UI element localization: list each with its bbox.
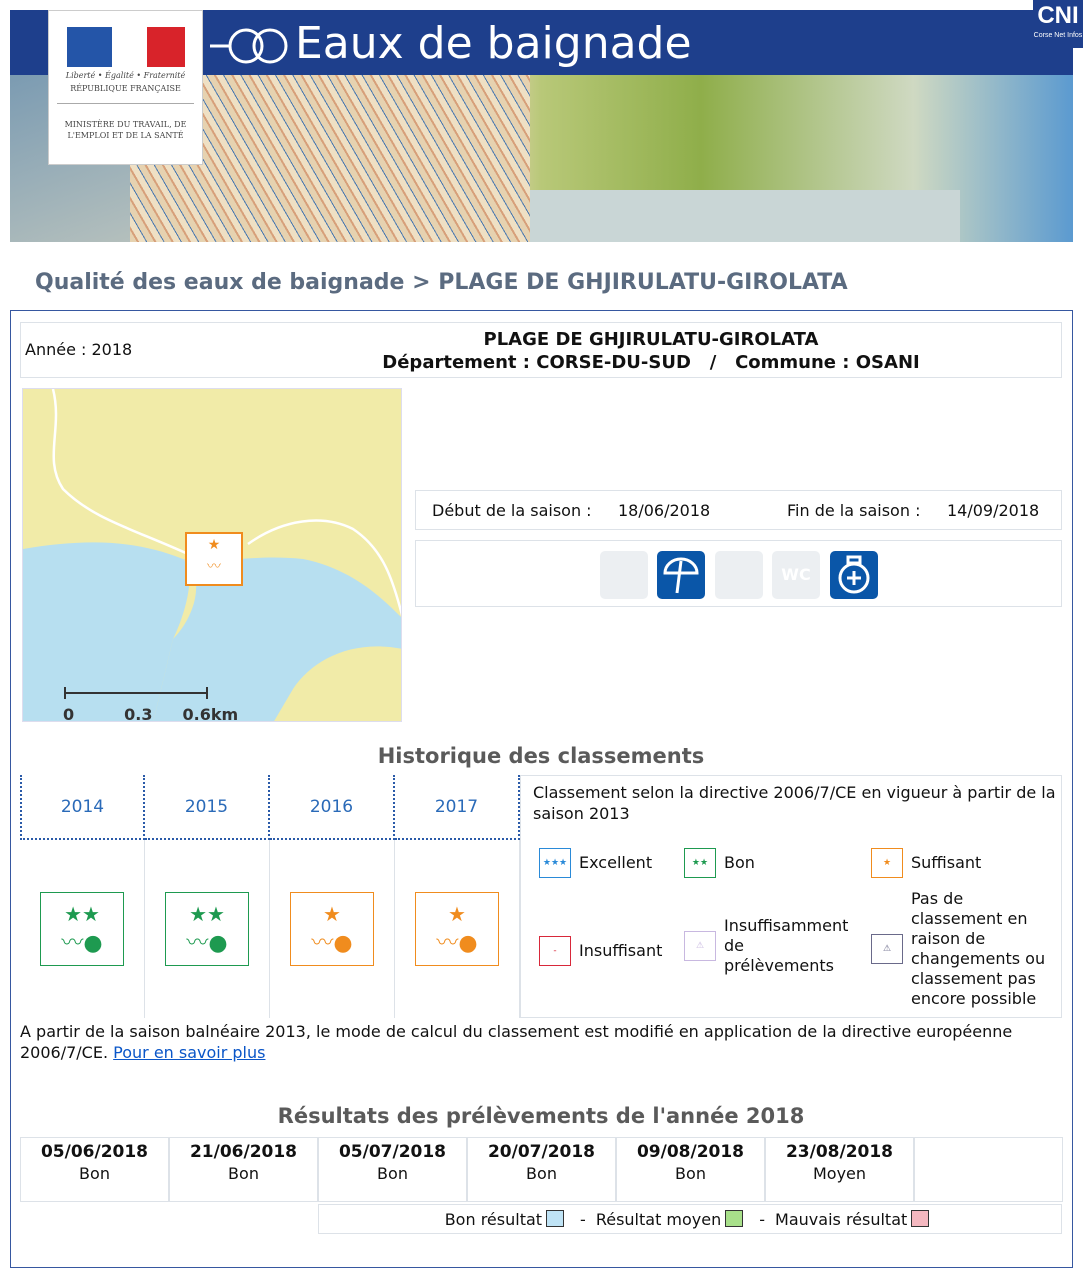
year-classification: [270, 840, 395, 1018]
sample-result: Bon: [377, 1164, 408, 1183]
year-header-2016[interactable]: 2016: [270, 775, 395, 840]
toilets-icon: [600, 551, 648, 599]
season-end-date: 14/09/2018: [947, 501, 1040, 520]
legend-item: [871, 889, 1051, 1009]
season-dates: [415, 490, 1062, 530]
sample-cell: [467, 1137, 616, 1202]
season-start-label: Début de la saison :: [432, 501, 592, 520]
legend-label: Suffisant: [911, 853, 982, 872]
sample-date: 09/08/2018: [636, 1142, 745, 1162]
first-aid-icon: [830, 551, 878, 599]
sample-result: Bon: [228, 1164, 259, 1183]
result-legend-label: Mauvais résultat: [775, 1210, 908, 1229]
legend-item: [684, 848, 755, 878]
sample-date: 05/07/2018: [338, 1142, 447, 1162]
legend-badge-icon: ★★: [684, 848, 716, 878]
sample-result: Moyen: [812, 1164, 867, 1183]
classification-badge-icon: ★ 〰●: [415, 892, 499, 966]
services-bar: [415, 540, 1062, 607]
result-legend-label: Résultat moyen: [595, 1210, 722, 1229]
wc-icon: WC: [772, 551, 820, 599]
beach-marker-icon[interactable]: ★ 〰: [185, 532, 243, 586]
legend-badge-icon: ⚠: [871, 934, 903, 964]
beach-info: [20, 322, 1062, 378]
legend-title: Classement selon la directive 2006/7/CE en vigueur à partir de la saison 2013: [533, 783, 1056, 823]
season-start-date: 18/06/2018: [618, 501, 711, 520]
sample-cell: [169, 1137, 318, 1202]
year-header-2017[interactable]: 2017: [395, 775, 520, 840]
legend-item: [684, 916, 859, 976]
legend-badge-icon: ⚠: [684, 931, 716, 961]
result-color-swatch: [911, 1210, 929, 1227]
result-color-swatch: [725, 1210, 743, 1227]
year-label: Année : 2018: [25, 340, 133, 359]
logo-ministry: MINISTÈRE DU TRAVAIL, DE L'EMPLOI ET DE LA SANTÉ: [64, 120, 187, 140]
sample-date: 23/08/2018: [785, 1142, 894, 1162]
logo-republic: RÉPUBLIQUE FRANÇAISE: [70, 84, 181, 93]
legend-item: [871, 848, 981, 878]
sample-cell: [765, 1137, 914, 1202]
legend-label: Pas de classement en raison de changements ou classement pas encore possible: [911, 889, 1046, 1008]
legend-badge-icon: ★★★: [539, 848, 571, 878]
marianne-flag: [67, 27, 185, 67]
sample-cell: [20, 1137, 169, 1202]
season-end-label: Fin de la saison :: [787, 501, 921, 520]
logo-motto: Liberté • Égalité • Fraternité: [65, 71, 186, 80]
year-header-2014[interactable]: 2014: [20, 775, 145, 840]
parasol-icon: [657, 551, 705, 599]
legend-badge-icon: -: [539, 936, 571, 966]
result-legend-label: Bon résultat: [444, 1210, 543, 1229]
legend-item: [539, 936, 662, 966]
map-scale: 0 0.3 0.6km: [63, 705, 239, 722]
legend-label: Bon: [724, 853, 755, 872]
legend-label: Excellent: [579, 853, 653, 872]
legend-item: [539, 848, 652, 878]
sample-cell: [318, 1137, 467, 1202]
sample-cell: [616, 1137, 765, 1202]
year-header-2015[interactable]: 2015: [145, 775, 270, 840]
separator: -: [759, 1210, 766, 1229]
classification-badge-icon: ★★ 〰●: [165, 892, 249, 966]
history-table: [20, 775, 520, 1018]
cni-watermark: CNI Corse Net Infos: [1033, 0, 1083, 48]
legend-label: Insuffisant: [579, 941, 663, 960]
year-classification: [145, 840, 270, 1018]
classification-legend: [520, 775, 1062, 1018]
rings-logo-icon: [210, 26, 295, 66]
beach-title: PLAGE DE GHJIRULATU-GIROLATA Département : CORSE-DU-SUD / Commune : OSANI: [382, 329, 920, 373]
separator: -: [580, 1210, 586, 1229]
directive-note: A partir de la saison balnéaire 2013, le mode de calcul du classement est modifié en application de la directive européenne 2006/7/CE. Pour en savoir plus: [20, 1022, 1013, 1062]
sample-date: 21/06/2018: [189, 1142, 298, 1162]
sample-result: Bon: [675, 1164, 706, 1183]
legend-badge-icon: ★: [871, 848, 903, 878]
location-map[interactable]: [22, 388, 402, 722]
classification-badge-icon: ★ 〰●: [290, 892, 374, 966]
banner-title: Eaux de baignade: [295, 18, 692, 69]
result-color-swatch: [546, 1210, 564, 1227]
year-classification: [395, 840, 520, 1018]
classification-badge-icon: ★★ 〰●: [40, 892, 124, 966]
sample-date: 20/07/2018: [487, 1142, 596, 1162]
sample-date: 05/06/2018: [40, 1142, 149, 1162]
sample-result: Bon: [79, 1164, 110, 1183]
legend-label: Insuffisamment de prélèvements: [724, 916, 849, 975]
results-legend: [318, 1204, 1062, 1234]
breadcrumb: Qualité des eaux de baignade > PLAGE DE GHJIRULATU-GIROLATA: [35, 270, 848, 295]
learn-more-link[interactable]: Pour en savoir plus: [113, 1043, 266, 1062]
sample-result: Bon: [526, 1164, 557, 1183]
year-classification: [20, 840, 145, 1018]
republique-logo: [48, 10, 203, 165]
sample-cell: [914, 1137, 1063, 1202]
shower-icon: [715, 551, 763, 599]
results-title: Résultats des prélèvements de l'année 2018: [277, 1104, 805, 1128]
banner-photo-lake: [530, 190, 960, 242]
history-title: Historique des classements: [377, 744, 705, 768]
header-banner: [10, 10, 1073, 242]
